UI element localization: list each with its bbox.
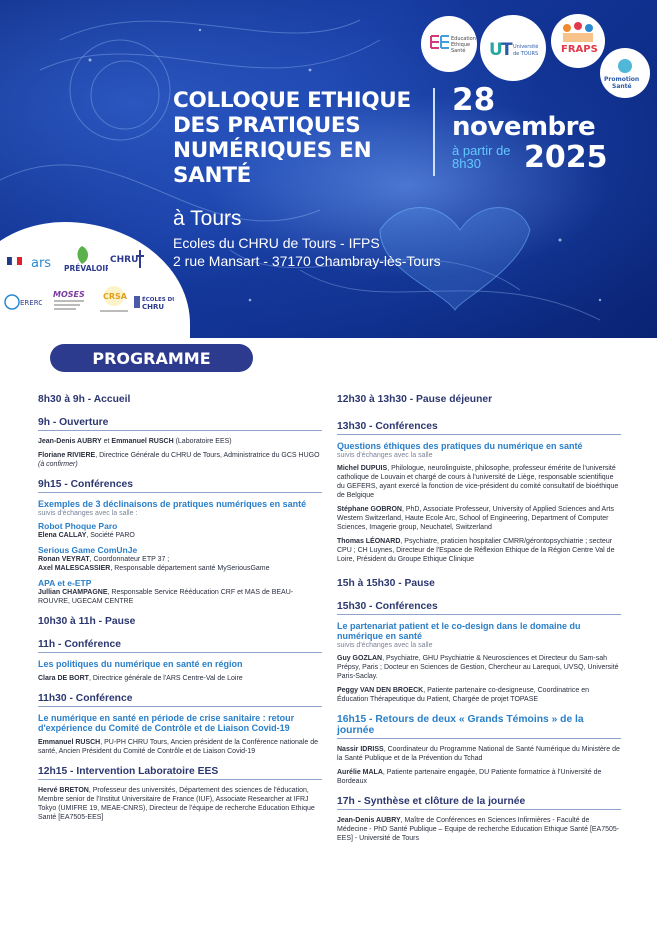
date-month: novembre [452,112,596,142]
speaker-name: Jean-Denis AUBRY [337,817,401,824]
slot-time: 16h15 - Retours de deux « Grands Témoins » de la journée [337,714,621,739]
republique-logo-icon [5,255,25,272]
session-title: Les politiques du numérique en santé en région [38,659,243,669]
programme-right-column [337,394,621,853]
univ-tours-logo-icon [480,15,546,81]
ees-logo-icon [421,16,477,72]
speaker-name: Emmanuel RUSCH [111,438,174,445]
sub-session [38,546,322,573]
slot-time: 15h30 - Conférences [337,601,621,615]
svg-text:Santé: Santé [451,48,466,54]
slot-conferences-9h15 [38,479,322,606]
speaker-name: Thomas LÉONARD [337,538,401,545]
venue-line-1: Ecoles du CHRU de Tours - IFPS [173,235,380,251]
speaker-name: Elena CALLAY [38,532,87,539]
prevaloir-logo-icon [64,242,108,275]
speaker-entry [337,464,621,500]
speaker-entry [38,786,322,822]
speaker-name: Aurélie MALA [337,769,383,776]
session-subtitle: suivis d'échanges avec la salle [337,642,433,649]
speaker-entry [337,768,621,786]
speaker-name: Emmanuel RUSCH [38,739,101,746]
speaker-entry [38,674,322,683]
sub-session [38,579,322,606]
svg-text:CHRU: CHRU [110,255,139,265]
speaker-role: , Maître de Conférences en Sciences Infirmières - Faculté de Médecine - PhD Santé Publique – Equipe de recherche Education Ethique Santé [EA7505-EES] - Université de Tours [337,817,620,842]
svg-text:Ethique: Ethique [451,42,471,48]
svg-text:ars: ars [31,256,52,270]
slot-conferences-13h30 [337,421,621,564]
slot-conference-11h [38,639,322,683]
session-title: Questions éthiques des pratiques du numérique en santé [337,441,583,451]
date-year: 2025 [524,140,608,175]
speaker-entry [38,555,322,564]
slot-time: 10h30 à 11h - Pause [38,616,136,627]
speaker-name: Guy GOZLAN [337,655,383,662]
svg-text:Education: Education [451,36,476,42]
speaker-note: (à confirmer) [38,461,78,468]
crsa-logo-icon [96,284,132,321]
slot-time: 13h30 - Conférences [337,421,621,435]
speaker-role: , PU-PH CHRU Tours, Ancien président de la Conférence nationale de santé, Ancien Président du Comité de Contrôle et de Liaison Covid-19 [38,739,318,755]
svg-text:FRAPS: FRAPS [561,44,598,55]
sub-session-title: Robot Phoque Paro [38,521,118,531]
programme-left-column [38,394,322,832]
slot-ouverture [38,417,322,469]
event-title: COLLOQUE ETHIQUE DES PRATIQUES NUMÉRIQUES EN SANTÉ [173,88,411,188]
svg-text:U: U [489,40,503,60]
speaker-role: , Directrice Générale du CHRU de Tours, Administratrice du GCS HUGO [95,452,320,459]
speaker-entry [38,738,322,756]
chru-logo-icon [110,248,150,273]
speaker-name: Jean-Denis AUBRY [38,438,102,445]
speaker-name: Hervé BRETON [38,787,89,794]
venue-line-2: 2 rue Mansart - 37170 Chambray-lès-Tours [173,253,441,269]
session-title: Le numérique en santé en période de crise sanitaire : retour d'expérience du Comité de Contrôle et de Liaison Covid-19 [38,713,295,733]
speaker-name: Peggy VAN DEN BROECK [337,687,424,694]
session-subtitle: suivis d'échanges avec la salle [337,452,433,459]
event-venue [173,234,441,270]
svg-text:de TOURS: de TOURS [513,51,539,57]
slot-conference-11h30 [38,693,322,756]
slot-time: 9h15 - Conférences [38,479,322,493]
slot-time: 12h15 - Intervention Laboratoire EES [38,766,322,780]
speaker-name: Axel MALESCASSIER [38,565,111,572]
ererc-logo-icon [4,292,42,315]
speaker-entry [337,654,621,681]
speaker-role: , Philologue, neurolinguiste, philosophe, professeur émérite de l'université catholique de Louvain et chargé de cours à l'université de Liège, responsable scientifique du GEFERS, ayant exercé la fonction de vice-président du comité consultatif de bioéthique de Belgique [337,465,619,499]
slot-time: 12h30 à 13h30 - Pause déjeuner [337,394,493,405]
slot-intervention-12h15 [38,766,322,822]
speaker-entry [38,451,322,469]
speaker-entry [337,686,621,704]
ecoles-chru-logo-icon [134,292,174,315]
speaker-role: , Patiente partenaire co-designeuse, Coordinatrice en Éducation Thérapeutique du Patient, Chargée de projet TOPASE [337,687,589,703]
speaker-role: , Responsable département santé MySeriousGame [110,565,270,572]
speaker-entry [38,564,322,573]
speaker-name: Ronan VEYRAT [38,556,90,563]
speaker-role: , Coordonnateur ETP 37 ; [89,556,170,563]
slot-time: 11h30 - Conférence [38,693,322,707]
slot-grands-temoins [337,714,621,786]
svg-text:Promotion: Promotion [604,76,640,83]
svg-text:ÉCOLES DU: ÉCOLES DU [142,297,174,303]
date-day: 28 [452,82,496,118]
svg-text:PRÉVALOIR: PRÉVALOIR [64,264,108,272]
slot-time: 8h30 à 9h - Accueil [38,394,131,405]
date-time: à partir de 8h30 [452,143,511,171]
svg-text:MOSES: MOSES [53,290,85,299]
speaker-name: Floriane RIVIERE [38,452,96,459]
svg-text:CRSA: CRSA [103,292,127,301]
event-city: à Tours [173,207,242,230]
slot-cloture [337,796,621,843]
speaker-role: , Responsable Service Rééducation CRF et MAS de BEAU-ROUVRE, UGECAM CENTRE [38,589,294,605]
speaker-entry [38,531,322,540]
speaker-role: (Laboratoire EES) [173,438,232,445]
svg-text:Université: Université [513,44,539,50]
svg-text:Santé: Santé [612,83,632,90]
speaker-role: , Psychiatre, praticien hospitalier CMRR/gérontopsychiatrie ; secteur CPU ; CH Luynes, Directeur de l'Espace de Réflexion Ethique de la Région Centre Val de Loire, Président du Groupe Ethique Clinique [337,538,615,563]
sub-session [38,522,322,540]
speaker-entry [337,537,621,564]
slot-time: 17h - Synthèse et clôture de la journée [337,796,621,810]
sub-session-title: Serious Game ComUnJe [38,545,138,555]
slot-accueil [38,394,322,407]
speaker-entry [337,505,621,532]
svg-text:ERERC: ERERC [20,299,42,307]
speaker-role: , PhD, Associate Professeur, University of Applied Sciences and Arts Western Switzerland, Haute Ecole Arc, School of Engineering, Department of Computer Sciences, Imagerie group, Neuchatel, Switzerland [337,506,615,531]
speaker-name: Stéphane GOBRON [337,506,402,513]
fraps-logo-icon [551,14,605,68]
speaker-role: , Société PARO [86,532,135,539]
header-banner [0,0,657,338]
speaker-role: , Patiente partenaire engagée, DU Patiente formatrice à l'Université de Bordeaux [337,769,602,785]
speaker-entry [337,816,621,843]
sub-session-title: APA et e-ETP [38,578,92,588]
title-divider [433,88,435,176]
promotion-sante-logo-icon [600,48,650,98]
svg-text:T: T [501,40,513,60]
speaker-name: Michel DUPUIS [337,465,388,472]
session-title: Le partenariat patient et le co-design dans le domaine du numérique en santé [337,621,581,641]
slot-time: 9h - Ouverture [38,417,322,431]
speaker-entry [337,745,621,763]
session-subtitle: suivis d'échanges avec la salle : [38,510,138,517]
slot-time: 11h - Conférence [38,639,322,653]
speaker-name: Clara DE BORT [38,675,89,682]
speaker-entry [38,437,322,446]
speaker-connector: et [101,438,112,445]
svg-text:CHRU: CHRU [142,303,165,311]
speaker-entry [38,588,322,606]
speaker-name: Nassir IDRISS [337,746,384,753]
speaker-role: , Psychiatre, GHU Psychiatrie & Neurosciences et Directeur du Sam-sah Prépsy, Paris ; Docteur en Sciences de Gestion, Chercheur au Larequoi, UVSQ, Université Paris-Saclay. [337,655,619,680]
slot-pause-2 [337,578,621,591]
session-title: Exemples de 3 déclinaisons de pratiques numériques en santé [38,499,307,509]
moses-logo-icon [50,287,90,320]
slot-pause-1 [38,616,322,629]
speaker-role: , Professeur des universités, Département des sciences de l'éducation, Membre senior de l'Institut Universitaire de France (IUF), Associate Researcher at IFRJ Tokyo (UMIFRE 19, MEAE-CNRS), Directeur de l'équipe de recherche Education Ethique Santé [EA7505-EES] [38,787,315,821]
ars-logo-icon [30,254,60,273]
slot-conferences-15h30 [337,601,621,704]
slot-time: 15h à 15h30 - Pause [337,578,435,589]
programme-heading: PROGRAMME [50,344,253,372]
speaker-name: Jullian CHAMPAGNE [38,589,108,596]
slot-dejeuner [337,394,621,407]
speaker-role: , Coordinateur du Programme National de Santé Numérique du Ministère de la Santé Publique et de la Prévention du Tchad [337,746,620,762]
speaker-role: , Directrice générale de l'ARS Centre-Val de Loire [88,675,243,682]
